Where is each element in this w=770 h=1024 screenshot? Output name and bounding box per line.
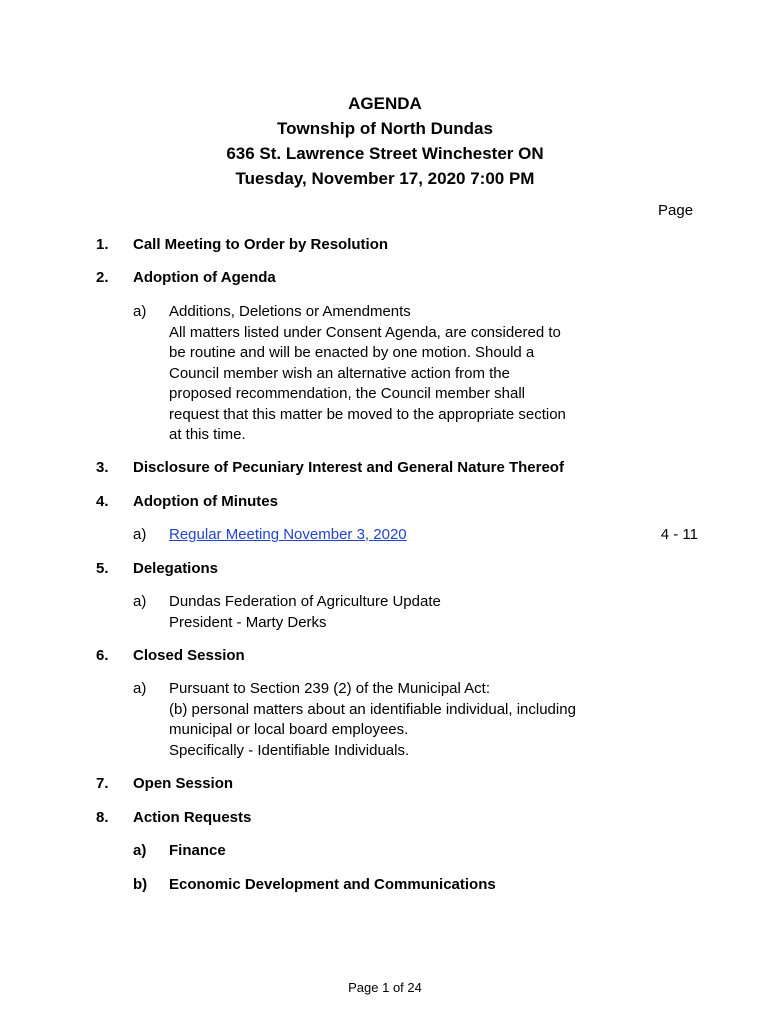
item-title: Delegations (133, 560, 219, 577)
item-title: Adoption of Minutes (133, 493, 278, 510)
subitem-text: Pursuant to Section 239 (2) of the Municipal Act: (b) personal matters about an identifiable individual, including municipal or local board employees. Specifically - Identifiable Individuals. (169, 680, 576, 759)
item-number: 3. (96, 459, 109, 476)
subitem-letter: b) (133, 876, 148, 893)
item-number: 2. (96, 269, 109, 286)
page-range: 4 - 11 (660, 526, 698, 543)
subitem-text: Finance (169, 842, 226, 859)
subitem-letter: a) (133, 303, 147, 320)
page-column-label: Page (658, 202, 694, 219)
header-address: 636 St. Lawrence Street Winchester ON (226, 144, 544, 163)
minutes-link[interactable]: Regular Meeting November 3, 2020 (169, 526, 407, 543)
item-number: 6. (96, 647, 109, 664)
item-number: 7. (96, 775, 109, 792)
header-organization: Township of North Dundas (277, 119, 493, 138)
subitem-letter: a) (133, 526, 147, 543)
page-footer: Page 1 of 24 (348, 980, 422, 995)
subitem-text: Dundas Federation of Agriculture Update President - Marty Derks (169, 593, 441, 631)
item-title: Disclosure of Pecuniary Interest and General Nature Thereof (133, 459, 564, 476)
item-title: Action Requests (133, 809, 252, 826)
item-number: 5. (96, 560, 109, 577)
item-number: 8. (96, 809, 109, 826)
item-title: Call Meeting to Order by Resolution (133, 236, 389, 253)
subitem-letter: a) (133, 680, 147, 697)
header-title: AGENDA (348, 94, 422, 113)
subitem-letter: a) (133, 593, 147, 610)
agenda-header (0, 91, 770, 191)
header-datetime: Tuesday, November 17, 2020 7:00 PM (235, 169, 535, 188)
subitem-text: Additions, Deletions or Amendments All matters listed under Consent Agenda, are considered to be routine and will be enacted by one motion. Should a Council member wish an alternative action from the proposed recommendation, the Council member shall request that this matter be moved to the appropriate section at this time. (169, 303, 566, 443)
item-title: Adoption of Agenda (133, 269, 276, 286)
item-title: Open Session (133, 775, 234, 792)
item-number: 1. (96, 236, 109, 253)
subitem-text: Economic Development and Communications (169, 876, 496, 893)
item-number: 4. (96, 493, 109, 510)
item-title: Closed Session (133, 647, 245, 664)
subitem-letter: a) (133, 842, 147, 859)
